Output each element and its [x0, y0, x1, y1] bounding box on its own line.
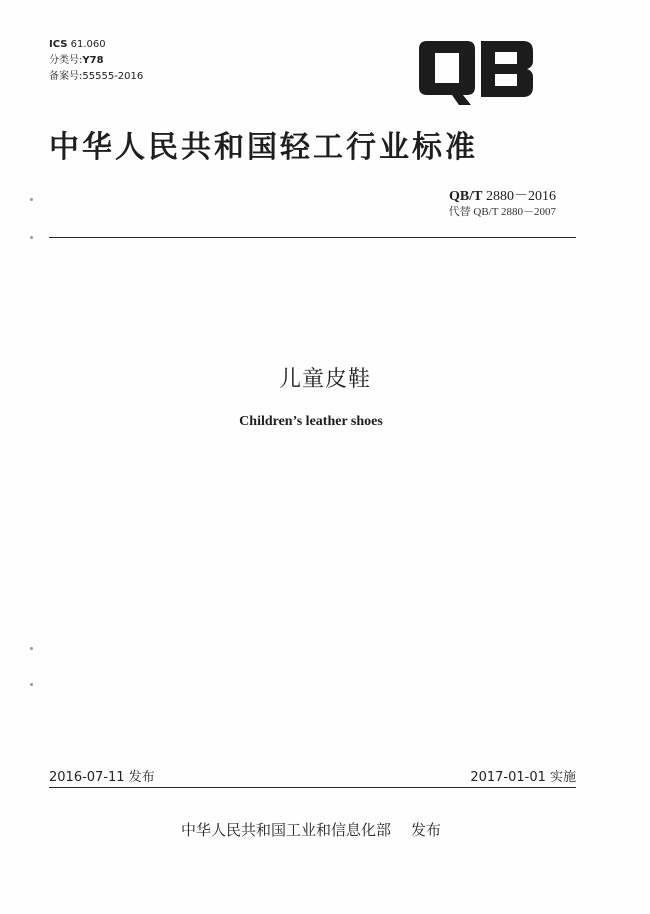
ics-row: [49, 37, 143, 53]
ics-label: ICS: [49, 39, 68, 50]
document-title-zh: 儿童皮鞋: [278, 367, 371, 392]
standard-code: 2880－2016: [486, 189, 556, 204]
scan-speck: [30, 683, 33, 686]
standard-number: [449, 185, 556, 205]
scan-speck: [30, 647, 33, 650]
replaces-standard: 代替 QB/T 2880－2007: [448, 206, 556, 218]
standard-prefix: QB/T: [449, 189, 483, 204]
publisher-name: 中华人民共和国工业和信息化部: [180, 821, 391, 839]
class-value: Y78: [82, 55, 104, 66]
record-row: [49, 69, 143, 85]
scan-speck: [30, 198, 33, 201]
implementation-date: 2017-01-01 实施: [470, 770, 576, 785]
record-value: 55555-2016: [82, 71, 144, 82]
issuing-body-title: 中华人民共和国轻工行业标准: [49, 130, 478, 165]
class-label: 分类号:: [49, 55, 83, 66]
document-title-en: Children’s leather shoes: [239, 414, 383, 429]
scan-speck: [30, 236, 33, 239]
header-divider: [49, 237, 576, 238]
publisher-suffix: 发布: [411, 821, 442, 839]
issue-date: 2016-07-11 发布: [49, 770, 155, 785]
qb-logo: [419, 35, 535, 109]
qb-logo-graphic: [419, 35, 535, 109]
classification-block: [49, 37, 143, 85]
publisher: [0, 819, 622, 840]
ics-value: 61.060: [70, 39, 106, 50]
class-row: [49, 53, 143, 69]
footer-divider: [49, 787, 576, 788]
record-label: 备案号:: [49, 71, 83, 82]
